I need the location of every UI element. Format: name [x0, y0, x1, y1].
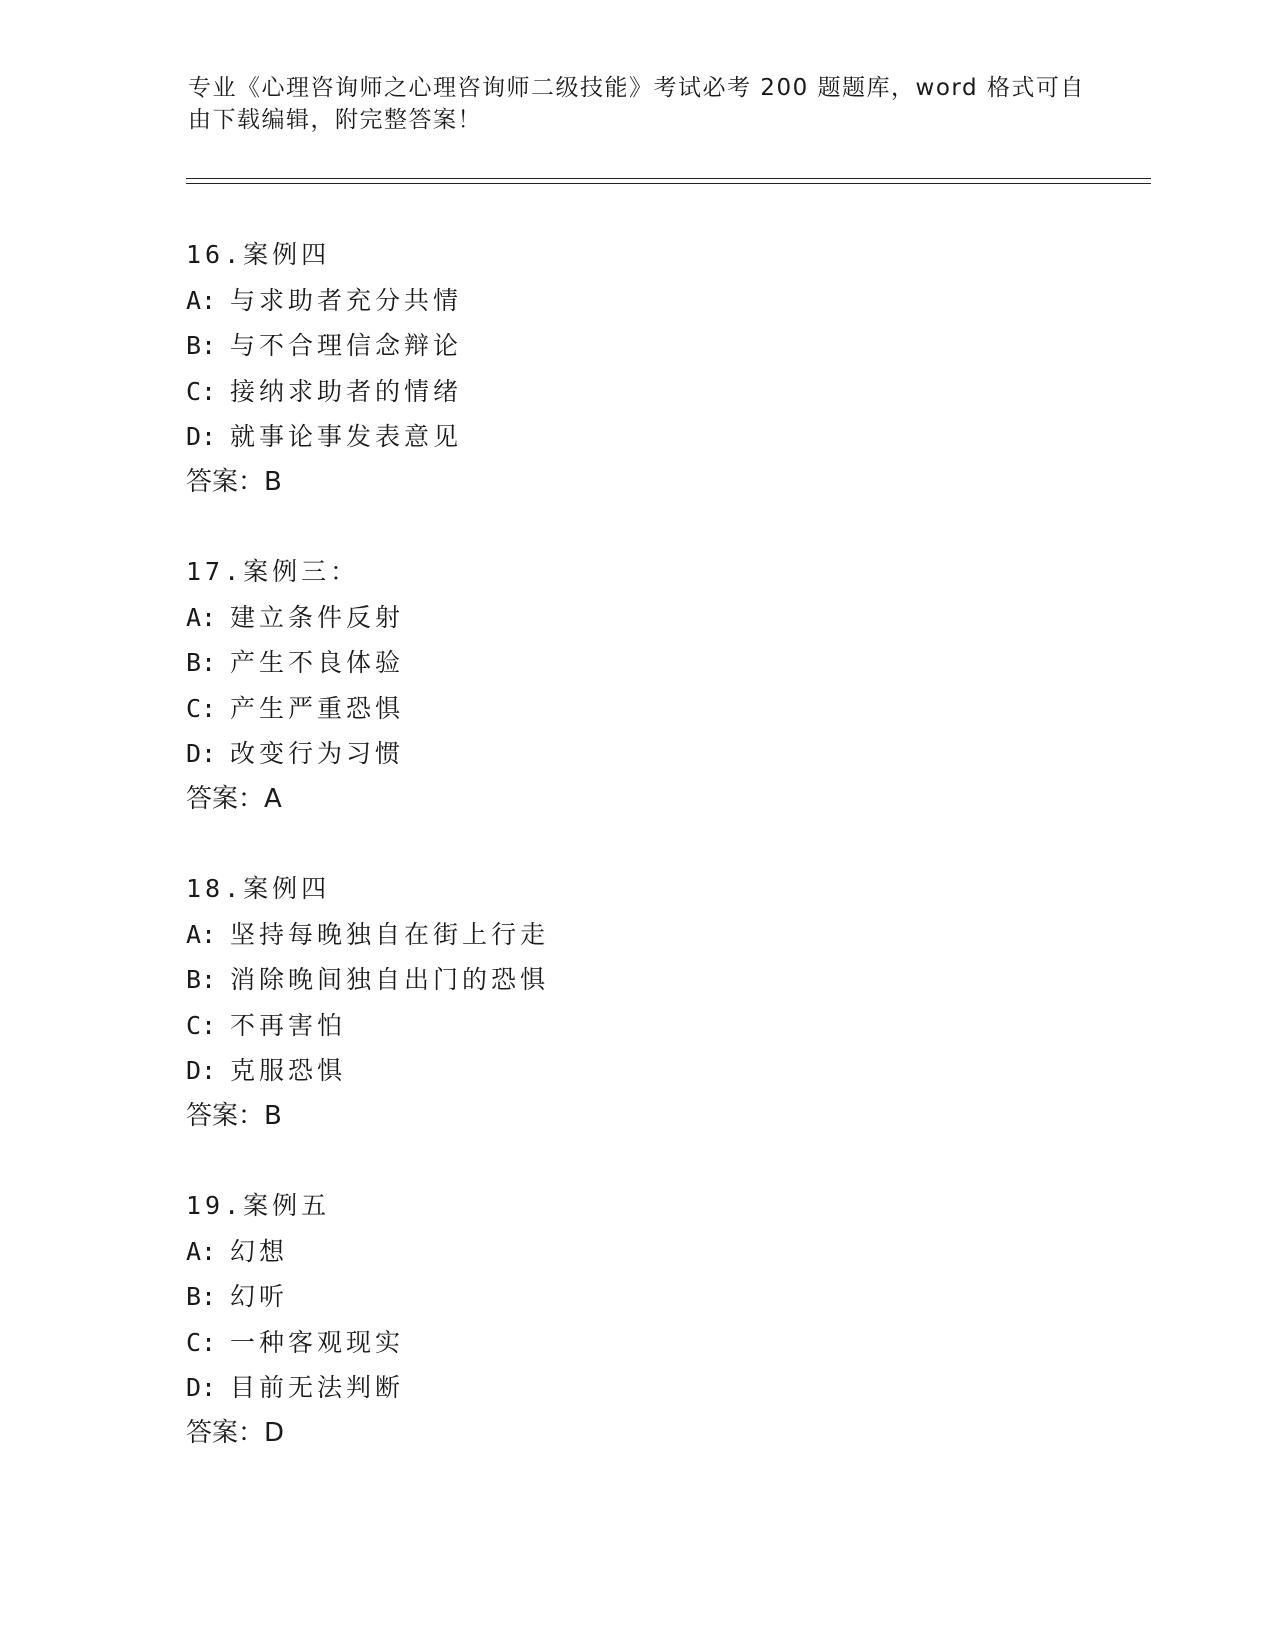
- option-a: [186, 595, 1086, 641]
- option-b: [186, 1274, 1086, 1320]
- option-letter: A:: [186, 919, 217, 949]
- document-header: [188, 72, 1088, 136]
- option-letter: D:: [186, 739, 217, 768]
- option-c: [186, 1003, 1086, 1049]
- answer-value: D: [264, 1417, 285, 1448]
- option-b: [186, 323, 1086, 369]
- option-text: 目前无法判断: [230, 1373, 405, 1402]
- option-text: 改变行为习惯: [230, 739, 405, 768]
- option-text: 建立条件反射: [230, 602, 405, 632]
- option-text: 克服恐惧: [230, 1056, 347, 1085]
- answer-value: B: [264, 466, 282, 497]
- option-b: [186, 957, 1086, 1003]
- answer-value: A: [264, 783, 282, 814]
- option-text: 就事论事发表意见: [230, 422, 463, 451]
- option-a: [186, 278, 1086, 324]
- question-19: [186, 1183, 1086, 1456]
- option-letter: B:: [186, 1282, 217, 1311]
- question-title: 16.案例四: [186, 240, 331, 269]
- option-text: 产生严重恐惧: [230, 693, 405, 723]
- option-text: 与求助者充分共情: [230, 285, 463, 315]
- option-text: 与不合理信念辩论: [230, 331, 463, 360]
- question-list: [186, 232, 1086, 1500]
- option-d: [186, 731, 1086, 777]
- option-letter: B:: [186, 648, 217, 677]
- answer-line: [186, 777, 1086, 823]
- option-letter: A:: [186, 1236, 217, 1266]
- answer-label: 答案：: [186, 466, 265, 497]
- answer-label: 答案：: [186, 783, 265, 814]
- option-text: 坚持每晚独自在街上行走: [230, 919, 550, 949]
- header-divider-top: [186, 178, 1151, 179]
- question-title: 18.案例四: [186, 874, 331, 903]
- option-letter: B:: [186, 331, 217, 360]
- option-letter: A:: [186, 285, 217, 315]
- option-text: 幻听: [230, 1282, 289, 1311]
- question-title: 17.案例三：: [186, 557, 360, 586]
- option-letter: D:: [186, 1056, 217, 1085]
- answer-line: [186, 1094, 1086, 1140]
- option-c: [186, 686, 1086, 732]
- option-text: 一种客观现实: [230, 1327, 405, 1357]
- answer-line: [186, 460, 1086, 506]
- option-letter: D:: [186, 422, 217, 451]
- header-divider-bottom: [186, 183, 1151, 184]
- option-text: 不再害怕: [230, 1010, 347, 1040]
- option-c: [186, 369, 1086, 415]
- option-letter: C:: [186, 693, 217, 723]
- answer-label: 答案：: [186, 1100, 265, 1131]
- question-16: [186, 232, 1086, 505]
- question-title: 19.案例五: [186, 1191, 331, 1220]
- answer-line: [186, 1411, 1086, 1457]
- option-d: [186, 1048, 1086, 1094]
- option-a: [186, 912, 1086, 958]
- option-a: [186, 1229, 1086, 1275]
- header-line-2: 由下载编辑，附完整答案！: [188, 107, 482, 133]
- question-17: [186, 549, 1086, 822]
- option-b: [186, 640, 1086, 686]
- answer-label: 答案：: [186, 1417, 265, 1448]
- header-line-1: 专业《心理咨询师之心理咨询师二级技能》考试必考 200 题题库，word 格式可自: [188, 75, 1085, 101]
- option-letter: A:: [186, 602, 217, 632]
- option-letter: B:: [186, 965, 217, 994]
- option-c: [186, 1320, 1086, 1366]
- option-letter: C:: [186, 1327, 217, 1357]
- answer-value: B: [264, 1100, 282, 1131]
- option-d: [186, 414, 1086, 460]
- option-text: 幻想: [230, 1236, 289, 1266]
- option-letter: D:: [186, 1373, 217, 1402]
- option-d: [186, 1365, 1086, 1411]
- option-text: 接纳求助者的情绪: [230, 376, 463, 406]
- option-letter: C:: [186, 376, 217, 406]
- option-text: 产生不良体验: [230, 648, 405, 677]
- option-letter: C:: [186, 1010, 217, 1040]
- question-18: [186, 866, 1086, 1139]
- option-text: 消除晚间独自出门的恐惧: [230, 965, 550, 994]
